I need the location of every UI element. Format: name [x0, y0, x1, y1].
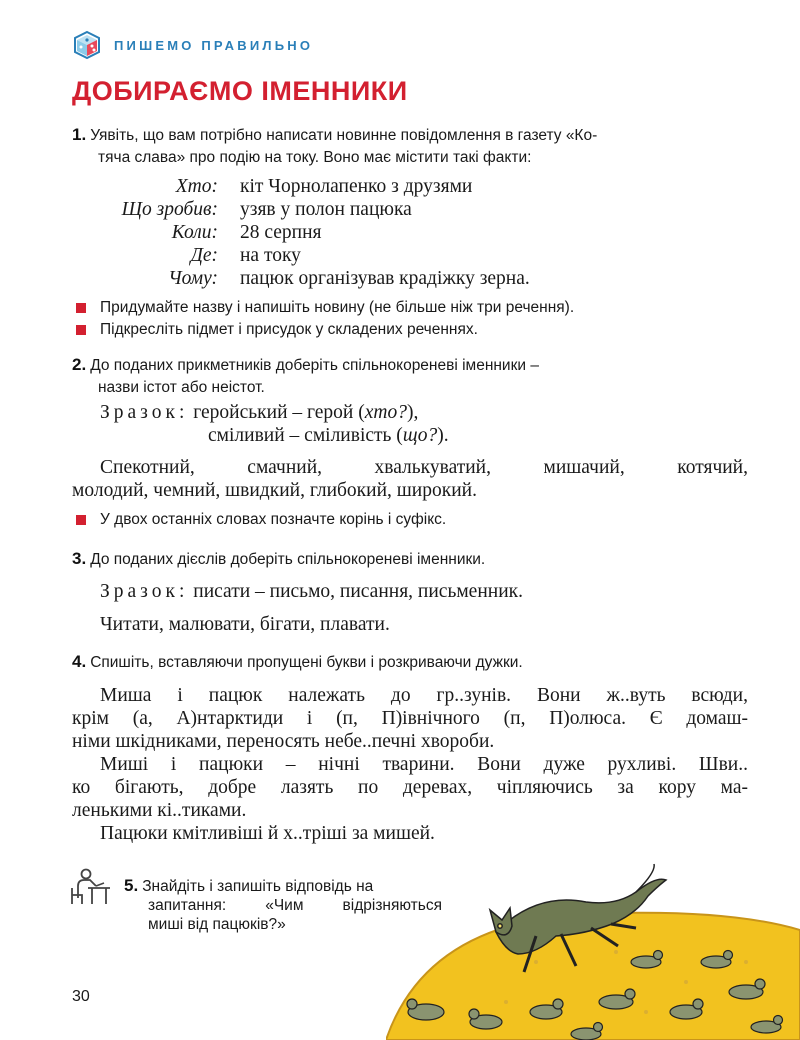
passage-line: Миша і пацюк належать до гр..зунів. Вони ж..вуть всюди, — [100, 685, 748, 706]
task-number: 1. — [72, 125, 87, 144]
passage-line: Миші і пацюки – нічні тварини. Вони дуже рухливі. Шви.. — [100, 754, 748, 775]
cat-and-mice-illustration — [386, 862, 800, 1040]
page-title: ДОБИРАЄМО ІМЕННИКИ — [72, 76, 408, 106]
sample-label: Зразок: — [100, 581, 189, 602]
fact-question: Що зробив: — [121, 199, 218, 220]
task-3-sample — [100, 580, 523, 603]
task-2-instructions — [72, 354, 748, 399]
task-number: 4. — [72, 652, 87, 671]
bullet-marker — [76, 515, 86, 525]
sample-text: писати – письмо, писання, письменник. — [193, 581, 523, 602]
fact-row — [72, 267, 530, 290]
section-label: ПИШЕМО ПРАВИЛЬНО — [114, 37, 314, 53]
sample-question: хто? — [364, 402, 407, 423]
bullet-marker — [76, 325, 86, 335]
task-text-line: запитання: «Чим відрізняються — [148, 897, 442, 914]
passage-line: Пацюки кмітливіші й х..тріші за мишей. — [100, 823, 435, 844]
task-text-line: тяча слава» про подію на току. Воно має містити такі факти: — [98, 149, 532, 166]
fact-answer: пацюк організував крадіжку зерна. — [240, 268, 530, 289]
sample-label: Зразок: — [100, 402, 189, 423]
fact-answer: 28 серпня — [240, 222, 322, 243]
student-at-desk-icon — [70, 868, 112, 906]
task-1-instructions — [72, 124, 748, 169]
task-number: 5. — [124, 876, 139, 895]
fact-answer: узяв у полон пацюка — [240, 199, 412, 220]
sample-text: геройський – герой ( — [193, 402, 365, 423]
task-text-line: назви істот або неістот. — [98, 379, 265, 396]
fact-row — [72, 221, 530, 244]
sample-question: що? — [402, 425, 438, 446]
task-number: 2. — [72, 355, 87, 374]
fact-question: Хто: — [175, 176, 218, 197]
fact-question: Де: — [190, 245, 218, 266]
task-2-words — [72, 456, 748, 502]
task-4-instructions — [72, 651, 748, 674]
task-1-bullets — [72, 297, 752, 341]
task-2-bullets — [72, 509, 752, 531]
task-3-words: Читати, малювати, бігати, плавати. — [100, 614, 390, 635]
sample-text: сміливий – сміливість ( — [208, 425, 403, 446]
fact-answer: на току — [240, 245, 301, 266]
passage-line: крім (а, А)нтарктиди і (п, П)івнічного (п, П)олюса. Є домаш- — [72, 708, 748, 729]
fact-row — [72, 198, 530, 221]
passage-line: ко бігають, добре лазять по деревах, чіпляючись за кору ма- — [72, 777, 748, 798]
dice-icon — [72, 30, 102, 60]
yellow-field — [386, 913, 800, 1040]
task-2-sample — [100, 401, 449, 447]
task-3-instructions — [72, 548, 748, 571]
fact-question: Чому: — [168, 268, 218, 289]
bullet-item — [72, 297, 752, 319]
task-text-line: Спишіть, вставляючи пропущені букви і розкриваючи дужки. — [90, 654, 523, 671]
bullet-item — [72, 319, 752, 341]
task-number: 3. — [72, 549, 87, 568]
sample-text: ), — [406, 402, 419, 423]
passage-line: ленькими кі..тиками. — [72, 800, 247, 821]
task-text-line: Уявіть, що вам потрібно написати новинне повідомлення в газету «Ко- — [90, 127, 598, 144]
task-text-line: Знайдіть і запишіть відповідь на — [142, 878, 374, 895]
fact-row — [72, 175, 530, 198]
fact-answer: кіт Чорнолапенко з друзями — [240, 176, 473, 197]
sample-text: ). — [437, 425, 449, 446]
bullet-text: Придумайте назву і напишіть новину (не більше ніж три речення). — [100, 299, 575, 316]
section-header — [72, 30, 313, 60]
task-text-line: До поданих прикметників доберіть спільнокореневі іменники – — [90, 357, 539, 374]
facts-list — [72, 175, 530, 290]
task-text-line: До поданих дієслів доберіть спільнокореневі іменники. — [90, 551, 486, 568]
bullet-text: У двох останніх словах позначте корінь і суфікс. — [100, 511, 447, 528]
passage-line: німи шкідниками, переносять небе..печні хвороби. — [72, 731, 495, 752]
task-text-line: миші від пацюків?» — [148, 916, 286, 933]
word-line: молодий, чемний, швидкий, глибокий, широкий. — [72, 480, 477, 501]
fact-row — [72, 244, 530, 267]
bullet-marker — [76, 303, 86, 313]
fact-question: Коли: — [171, 222, 218, 243]
word-line: Спекотний, смачний, хвалькуватий, мишачий, котячий, — [100, 457, 748, 478]
page-number: 30 — [72, 988, 90, 1005]
task-4-passage — [72, 684, 748, 845]
bullet-item — [72, 509, 752, 531]
bullet-text: Підкресліть підмет і присудок у складених реченнях. — [100, 321, 478, 338]
